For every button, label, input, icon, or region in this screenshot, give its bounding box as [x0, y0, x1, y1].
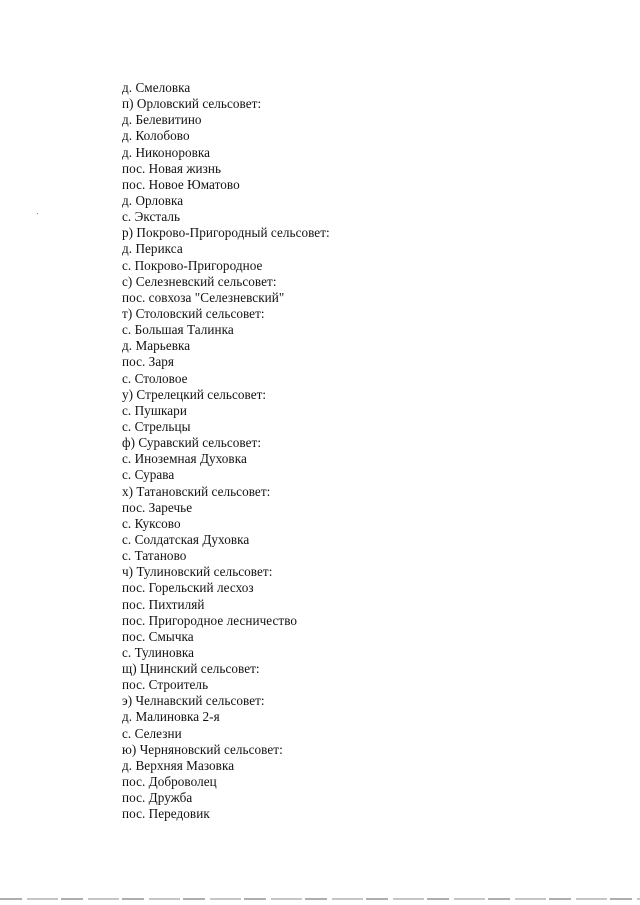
list-line: д. Смеловка: [122, 80, 191, 95]
list-line: х) Татановский сельсовет:: [122, 483, 271, 499]
list-line: с. Татаново: [122, 548, 187, 564]
list-line: пос. совхоза "Селезневский": [122, 289, 285, 305]
list-line: д. Колобово: [122, 128, 190, 144]
list-line: с. Сурава: [122, 467, 175, 483]
list-line: пос. Горельский лесхоз: [122, 580, 254, 596]
list-line: пос. Пихтиляй: [122, 596, 205, 612]
list-line: с. Покрово-Пригородное: [122, 257, 263, 273]
list-line: с. Эксталь: [122, 209, 181, 225]
list-line: д. Малиновка 2-я: [122, 709, 220, 725]
list-line: с) Селезневский сельсовет:: [122, 273, 277, 289]
list-line: пос. Дружба: [122, 790, 193, 806]
list-line: у) Стрелецкий сельсовет:: [122, 386, 267, 402]
list-line: щ) Цнинский сельсовет:: [122, 661, 260, 677]
list-line: пос. Строитель: [122, 677, 209, 693]
list-line: д. Никоноровка: [122, 144, 211, 160]
list-line: пос. Новая жизнь: [122, 160, 222, 176]
list-line: ю) Черняновский сельсовет:: [122, 741, 283, 757]
scan-bottom-edge: [0, 898, 640, 900]
list-line: д. Перикса: [122, 241, 183, 257]
list-line: пос. Заречье: [122, 499, 193, 515]
list-line: п) Орловский сельсовет:: [122, 96, 262, 112]
list-line: с. Солдатская Духовка: [122, 531, 250, 547]
list-line: с. Иноземная Духовка: [122, 451, 247, 467]
list-line: с. Пушкари: [122, 402, 187, 418]
list-line: пос. Смычка: [122, 628, 194, 644]
list-line: т) Столовский сельсовет:: [122, 305, 265, 321]
list-line: д. Марьевка: [122, 338, 191, 354]
list-line: с. Столовое: [122, 370, 188, 386]
list-line: д. Орловка: [122, 192, 184, 208]
list-line: с. Большая Талинка: [122, 322, 234, 338]
list-line: с. Тулиновка: [122, 644, 195, 660]
list-line: с. Селезни: [122, 725, 182, 741]
list-line: пос. Новое Юматово: [122, 176, 240, 192]
list-line: д. Верхняя Мазовка: [122, 757, 235, 773]
list-line: пос. Заря: [122, 354, 174, 370]
list-line: пос. Пригородное лесничество: [122, 612, 298, 628]
list-line: пос. Передовик: [122, 806, 210, 822]
list-line: пос. Доброволец: [122, 774, 217, 790]
settlement-list: [122, 80, 330, 822]
list-line: р) Покрово-Пригородный сельсовет:: [122, 225, 330, 241]
list-line: д. Белевитино: [122, 112, 202, 128]
list-line: с. Куксово: [122, 515, 181, 531]
list-line: ф) Суравский сельсовет:: [122, 435, 262, 451]
list-line: ч) Тулиновский сельсовет:: [122, 564, 273, 580]
scan-speck: [37, 213, 38, 214]
list-line: с. Стрельцы: [122, 418, 191, 434]
list-line: э) Челнавский сельсовет:: [122, 693, 265, 709]
